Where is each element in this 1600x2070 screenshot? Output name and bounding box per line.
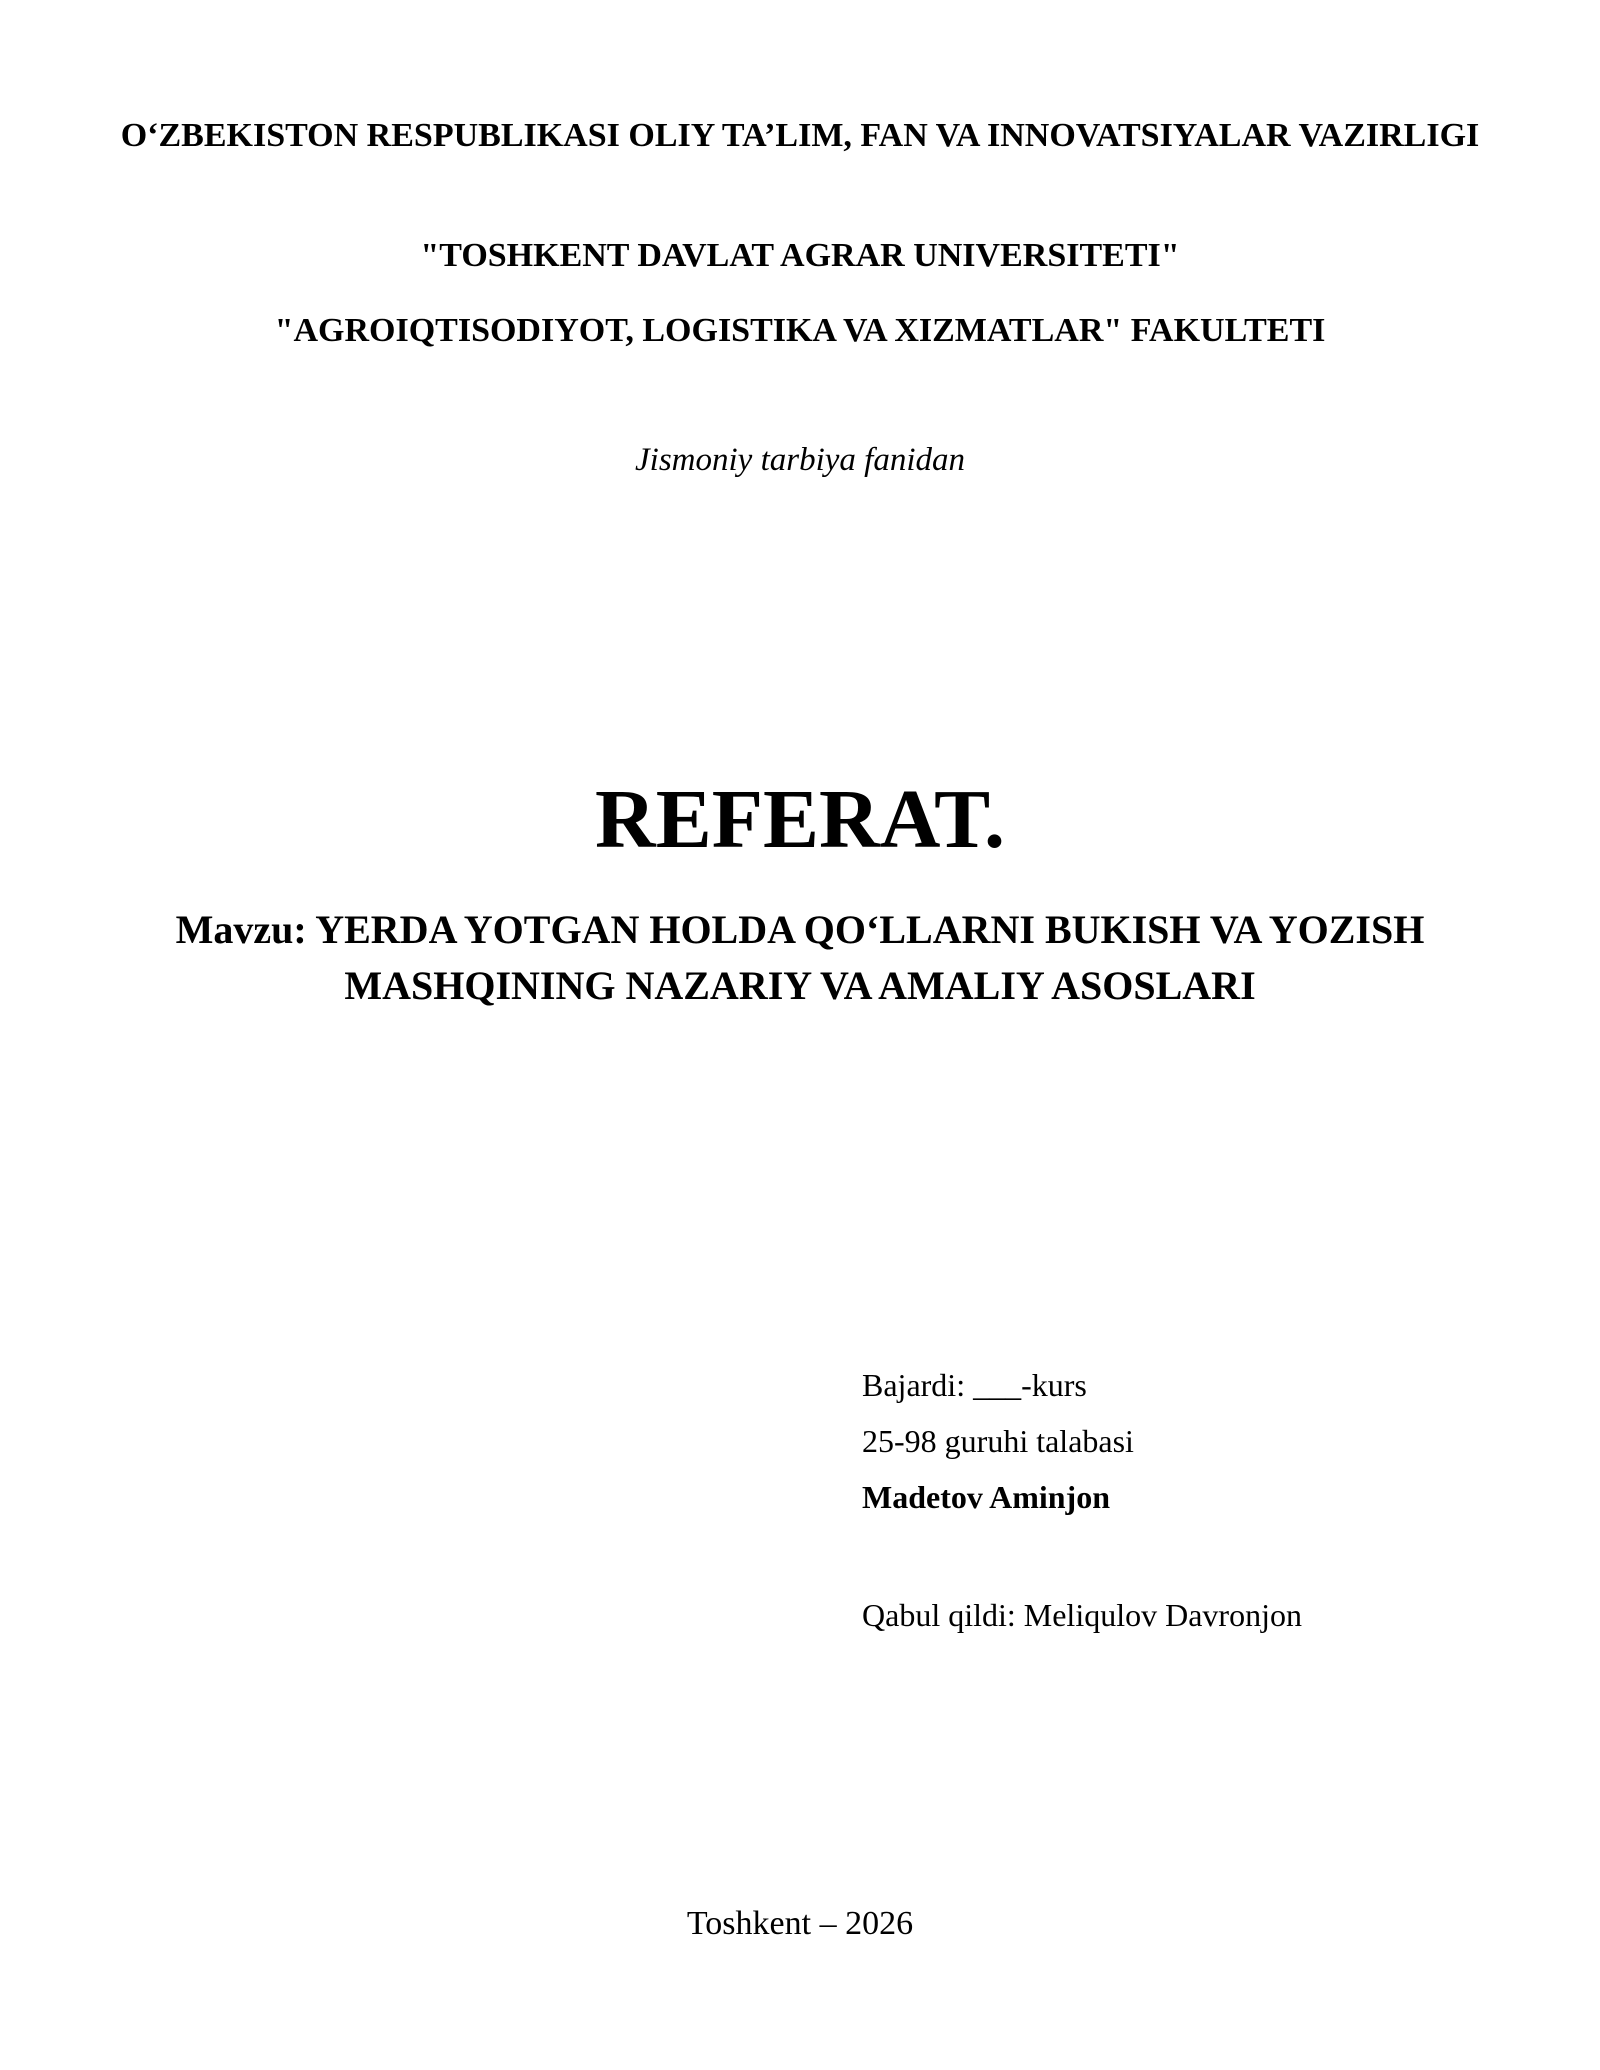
university-heading: "TOSHKENT DAVLAT AGRAR UNIVERSITETI" bbox=[420, 237, 1180, 274]
accepted-by-line: Qabul qildi: Meliqulov Davronjon bbox=[862, 1597, 1302, 1633]
faculty-heading: "AGROIQTISODIYOT, LOGISTIKA VA XIZMATLAR" FAKULTETI bbox=[274, 312, 1326, 349]
subject-line: Jismoniy tarbiya fanidan bbox=[635, 442, 965, 478]
ministry-heading: O‘ZBEKISTON RESPUBLIKASI OLIY TA’LIM, FAN VA INNOVATSIYALAR VAZIRLIGI bbox=[120, 117, 1480, 154]
city-year-footer: Toshkent – 2026 bbox=[686, 1905, 914, 1942]
author-course-line: Bajardi: ___-kurs bbox=[862, 1367, 1087, 1403]
author-group-line: 25-98 guruhi talabasi bbox=[862, 1423, 1134, 1459]
topic-heading: Mavzu: YERDA YOTGAN HOLDA QO‘LLARNI BUKISH VA YOZISH MASHQINING NAZARIY VA AMALIY ASOSLARI bbox=[175, 907, 1425, 1008]
author-info-block bbox=[862, 1357, 1502, 1525]
document-type-title: REFERAT. bbox=[595, 773, 1005, 866]
author-name: Madetov Aminjon bbox=[862, 1479, 1110, 1515]
